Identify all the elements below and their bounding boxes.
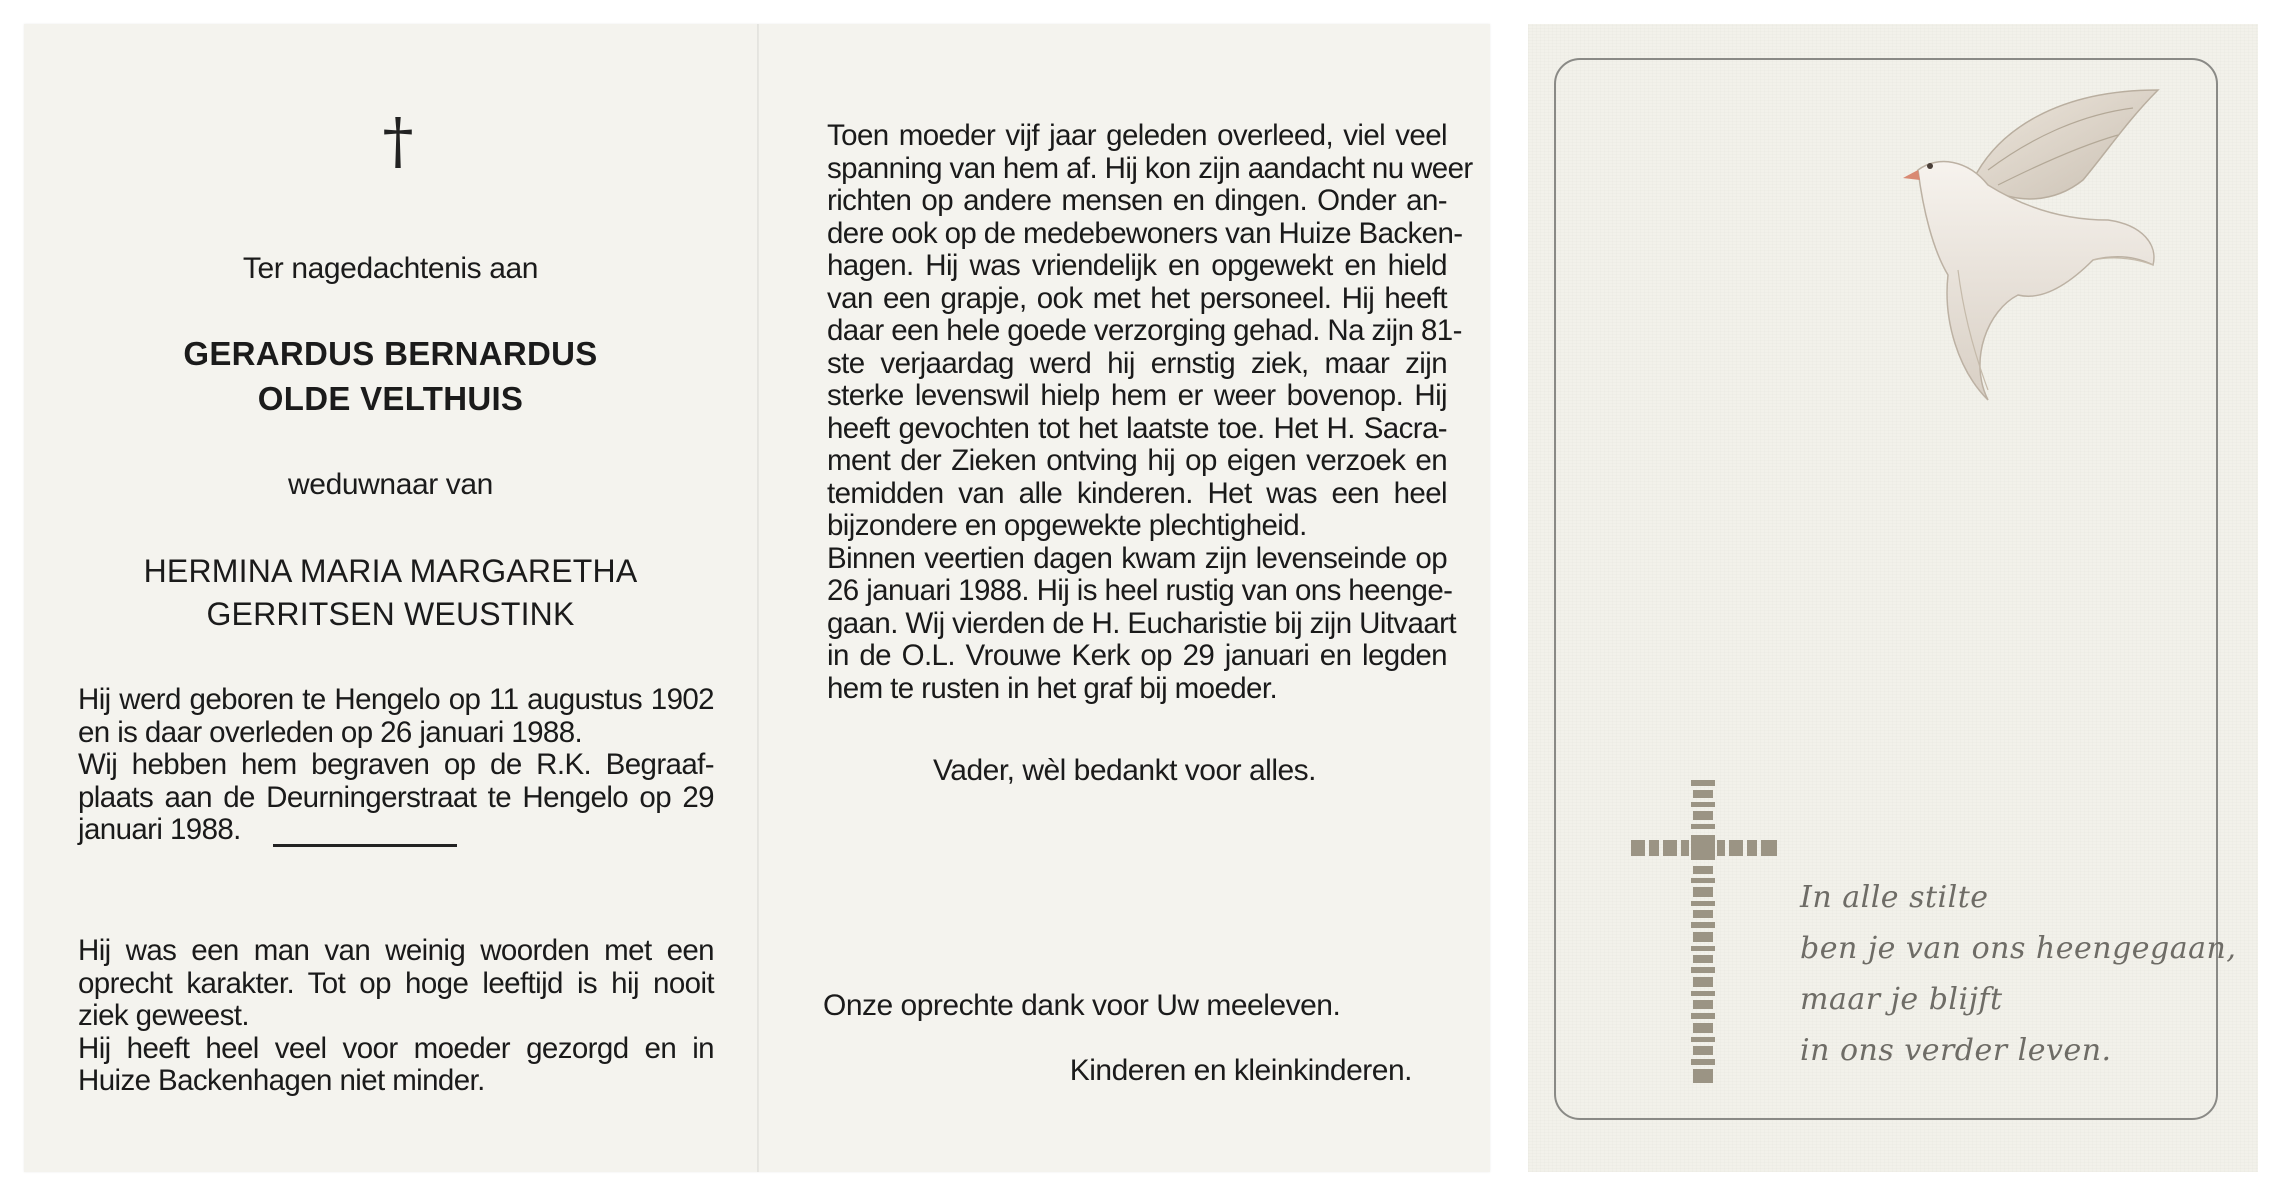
- paragraph-line: van een grapje, ook met het personeel. Hij heeft: [827, 281, 1447, 315]
- paragraph-line: ment der Zieken ontving hij op eigen verzoek en: [827, 444, 1447, 477]
- paragraph-line: daar een hele goede verzorging gehad. Na zijn 81-: [827, 314, 1462, 347]
- character-paragraph: [78, 935, 714, 1098]
- poem-line: in ons verder leven.: [1800, 1033, 2112, 1068]
- paragraph-line: plaats aan de Deurningerstraat te Hengelo op 29: [78, 780, 714, 814]
- picture-card: [1528, 24, 2258, 1172]
- paragraph-line: oprecht karakter. Tot op hoge leeftijd is hij nooit: [78, 966, 714, 1000]
- birth-death-paragraph: [78, 684, 714, 847]
- deceased-name-line1: GERARDUS BERNARDUS: [183, 335, 598, 372]
- paragraph-line: ziek geweest.: [78, 999, 249, 1032]
- paragraph-line: ste verjaardag werd hij ernstig ziek, maar zijn: [827, 346, 1447, 380]
- signature-text: Kinderen en kleinkinderen.: [1069, 1054, 1412, 1087]
- paragraph-line: en is daar overleden op 26 januari 1988.: [78, 715, 583, 749]
- poem-line: maar je blijft: [1800, 982, 2003, 1017]
- paragraph-line: Hij werd geboren te Hengelo op 11 augustus 1902: [78, 683, 714, 716]
- paragraph-line: heeft gevochten tot het laatste toe. Het H. Sacra-: [827, 411, 1447, 445]
- relation-text: weduwnaar van: [288, 468, 493, 501]
- paragraph-line: bijzondere en opgewekte plechtigheid.: [827, 509, 1307, 542]
- memorial-booklet: [24, 24, 1490, 1172]
- divider-line: [273, 844, 457, 847]
- life-story-paragraph: [827, 119, 1473, 705]
- paragraph-line: hagen. Hij was vriendelijk en opgewekt en hield: [827, 249, 1447, 282]
- paragraph-line: 26 januari 1988. Hij is heel rustig van ons heenge-: [827, 574, 1453, 607]
- spouse-name-line2: GERRITSEN WEUSTINK: [206, 596, 575, 632]
- deceased-name-line2: OLDE VELTHUIS: [257, 380, 524, 417]
- paragraph-line: temidden van alle kinderen. Het was een heel: [827, 476, 1447, 510]
- thanks-father-text: Vader, wèl bedankt voor alles.: [932, 754, 1316, 787]
- paragraph-line: Hij heeft heel veel voor moeder gezorgd en in: [78, 1031, 714, 1065]
- paragraph-line: spanning van hem af. Hij kon zijn aandacht nu weer: [827, 151, 1473, 185]
- poem: [1800, 872, 2236, 1076]
- paragraph-line: Wij hebben hem begraven op de R.K. Begraaf-: [78, 748, 714, 781]
- paragraph-line: richten op andere mensen en dingen. Onder an-: [827, 184, 1447, 217]
- paragraph-line: hem te rusten in het graf bij moeder.: [827, 671, 1278, 705]
- cross-icon: †: [382, 104, 414, 177]
- paragraph-line: Toen moeder vijf jaar geleden overleed, viel veel: [827, 119, 1447, 152]
- poem-line: In alle stilte: [1800, 880, 1989, 915]
- paragraph-line: in de O.L. Vrouwe Kerk op 29 januari en legden: [827, 639, 1447, 672]
- paragraph-line: dere ook op de medebewoners van Huize Backen-: [827, 216, 1463, 250]
- paragraph-line: sterke levenswil hielp hem er weer bovenop. Hij: [827, 379, 1447, 412]
- left-panel: [24, 24, 757, 1172]
- spouse-name-line1: HERMINA MARIA MARGARETHA: [143, 553, 638, 589]
- cross-icon: [1631, 780, 1781, 1086]
- middle-panel: [759, 24, 1490, 1172]
- paragraph-line: januari 1988.: [78, 813, 241, 846]
- dove-icon: [1878, 60, 2168, 410]
- paragraph-line: Binnen veertien dagen kwam zijn levenseinde op: [827, 541, 1447, 575]
- paragraph-line: Hij was een man van weinig woorden met een: [78, 934, 714, 967]
- paragraph-line: Huize Backenhagen niet minder.: [78, 1064, 485, 1097]
- thanks-support-text: Onze oprechte dank voor Uw meeleven.: [823, 989, 1341, 1022]
- intro-text: Ter nagedachtenis aan: [242, 252, 539, 285]
- poem-line: ben je van ons heengegaan,: [1800, 931, 2237, 966]
- paragraph-line: gaan. Wij vierden de H. Eucharistie bij zijn Uitvaart: [827, 606, 1456, 640]
